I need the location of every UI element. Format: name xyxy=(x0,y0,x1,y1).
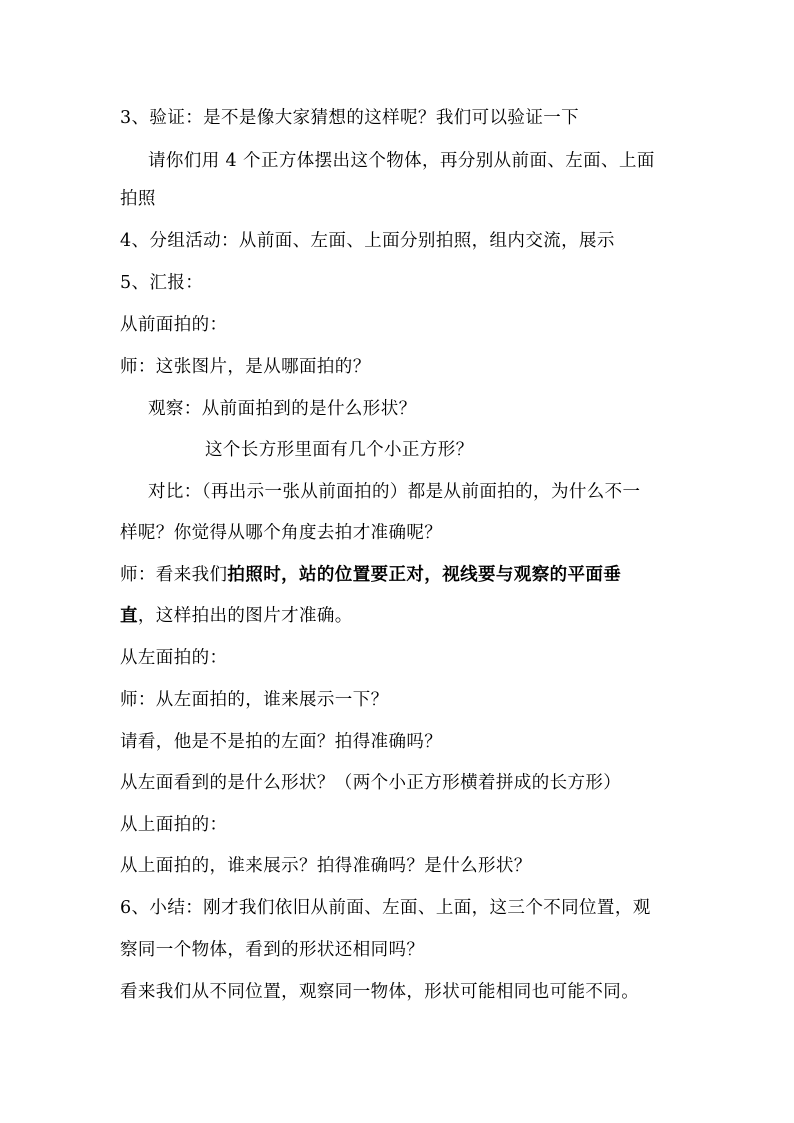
summary-conclusion: 看来我们从不同位置，观察同一物体，形状可能相同也可能不同。 xyxy=(120,982,640,1002)
front-heading: 从前面拍的： xyxy=(120,315,228,335)
check-left-question: 请看，他是不是拍的左面？拍得准确吗？ xyxy=(120,732,443,752)
teacher-conclusion-prefix: 师：看来我们 xyxy=(120,565,228,585)
verify-instruction: 请你们用 4 个正方体摆出这个物体，再分别从前面、左面、上面 xyxy=(148,151,655,171)
step-5-report: 5、汇报： xyxy=(120,273,204,293)
teacher-question-front: 师：这张图片，是从哪面拍的？ xyxy=(120,357,371,377)
teacher-conclusion-emphasis: 拍照时，站的位置要正对，视线要与观察的平面垂 xyxy=(227,565,622,585)
summary-cont: 察同一个物体，看到的形状还相同吗？ xyxy=(120,940,425,960)
observe-question: 观察：从前面拍到的是什么形状？ xyxy=(148,399,417,419)
step-3-verify: 3、验证：是不是像大家猜想的这样呢？我们可以验证一下 xyxy=(120,108,580,128)
left-shape-question: 从左面看到的是什么形状？（两个小正方形横着拼成的长方形） xyxy=(120,773,622,793)
left-heading: 从左面拍的： xyxy=(120,648,228,668)
step-4-group-activity: 4、分组活动：从前面、左面、上面分别拍照，组内交流，展示 xyxy=(120,231,615,251)
observe-subquestion: 这个长方形里面有几个小正方形？ xyxy=(205,440,474,460)
compare-question: 对比：（再出示一张从前面拍的）都是从前面拍的，为什么不一 xyxy=(148,482,641,502)
teacher-conclusion-cont xyxy=(120,605,353,627)
compare-question-cont: 样呢？你觉得从哪个角度去拍才准确呢？ xyxy=(120,523,443,543)
teacher-conclusion-suffix: ，这样拍出的图片才准确。 xyxy=(137,606,353,626)
teacher-question-left: 师：从左面拍的，谁来展示一下？ xyxy=(120,690,389,710)
top-heading: 从上面拍的： xyxy=(120,815,228,835)
teacher-conclusion xyxy=(120,564,621,586)
teacher-conclusion-emphasis-end: 直 xyxy=(120,606,138,626)
step-6-summary: 6、小结：刚才我们依旧从前面、左面、上面，这三个不同位置，观 xyxy=(120,898,651,918)
verify-instruction-cont: 拍照 xyxy=(120,189,156,209)
top-question: 从上面拍的，谁来展示？拍得准确吗？是什么形状？ xyxy=(120,856,532,876)
